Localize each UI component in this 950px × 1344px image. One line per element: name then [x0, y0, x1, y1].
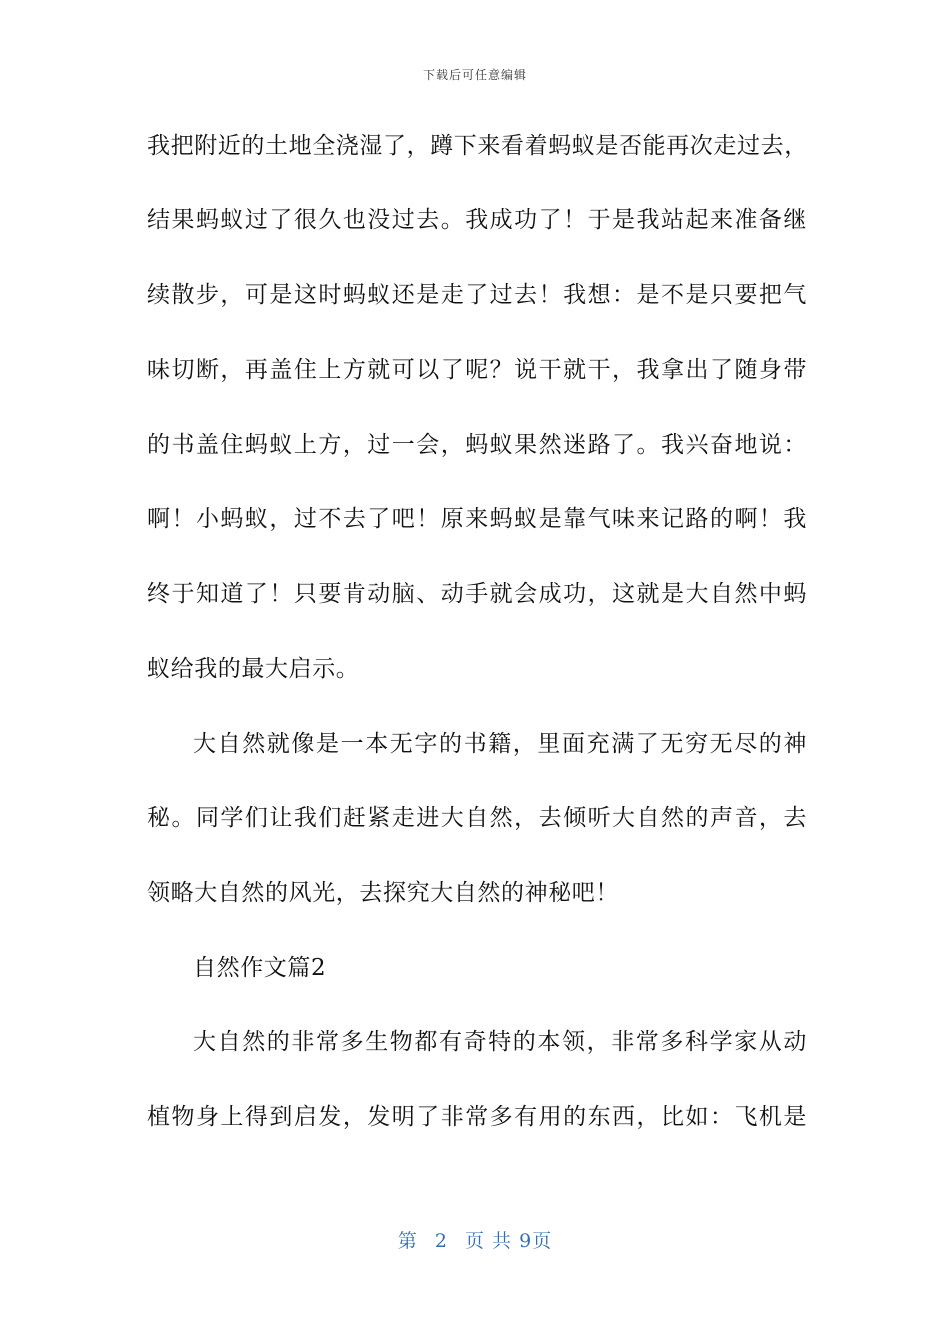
body-line: 啊！小蚂蚁，过不去了吧！原来蚂蚁是靠气味来记路的啊！我 [147, 506, 807, 532]
body-line: 大自然就像是一本无字的书籍，里面充满了无穷无尽的神 [193, 731, 807, 757]
footer-prefix: 第 [397, 1230, 418, 1252]
body-line: 秘。同学们让我们赶紧走进大自然，去倾听大自然的声音，去 [147, 805, 807, 831]
footer-total-pages: 9 [519, 1230, 533, 1252]
body-line: 蚁给我的最大启示。 [147, 656, 360, 682]
footer-middle: 页 共 [465, 1230, 513, 1252]
body-line: 领略大自然的风光，去探究大自然的神秘吧！ [147, 880, 619, 906]
footer-suffix: 页 [532, 1230, 553, 1252]
body-line: 续散步，可是这时蚂蚁还是走了过去！我想：是不是只要把气 [147, 282, 807, 308]
body-line: 终于知道了！只要肯动脑、动手就会成功，这就是大自然中蚂 [147, 581, 807, 607]
body-line: 结果蚂蚁过了很久也没过去。我成功了！于是我站起来准备继 [147, 207, 807, 233]
body-line: 大自然的非常多生物都有奇特的本领，非常多科学家从动 [193, 1029, 807, 1055]
body-line: 我把附近的土地全浇湿了，蹲下来看着蚂蚁是否能再次走过去， [147, 133, 808, 159]
body-line: 味切断，再盖住上方就可以了呢？说干就干，我拿出了随身带 [147, 357, 807, 383]
body-line: 植物身上得到启发，发明了非常多有用的东西，比如：飞机是 [147, 1104, 807, 1130]
footer-page-number: 2 [434, 1230, 448, 1252]
page-header: 下载后可任意编辑 [422, 68, 527, 82]
section-heading: 自然作文篇2 [193, 955, 327, 981]
body-line: 的书盖住蚂蚁上方，过一会，蚂蚁果然迷路了。我兴奋地说： [147, 432, 807, 458]
page-footer [0, 1226, 950, 1253]
